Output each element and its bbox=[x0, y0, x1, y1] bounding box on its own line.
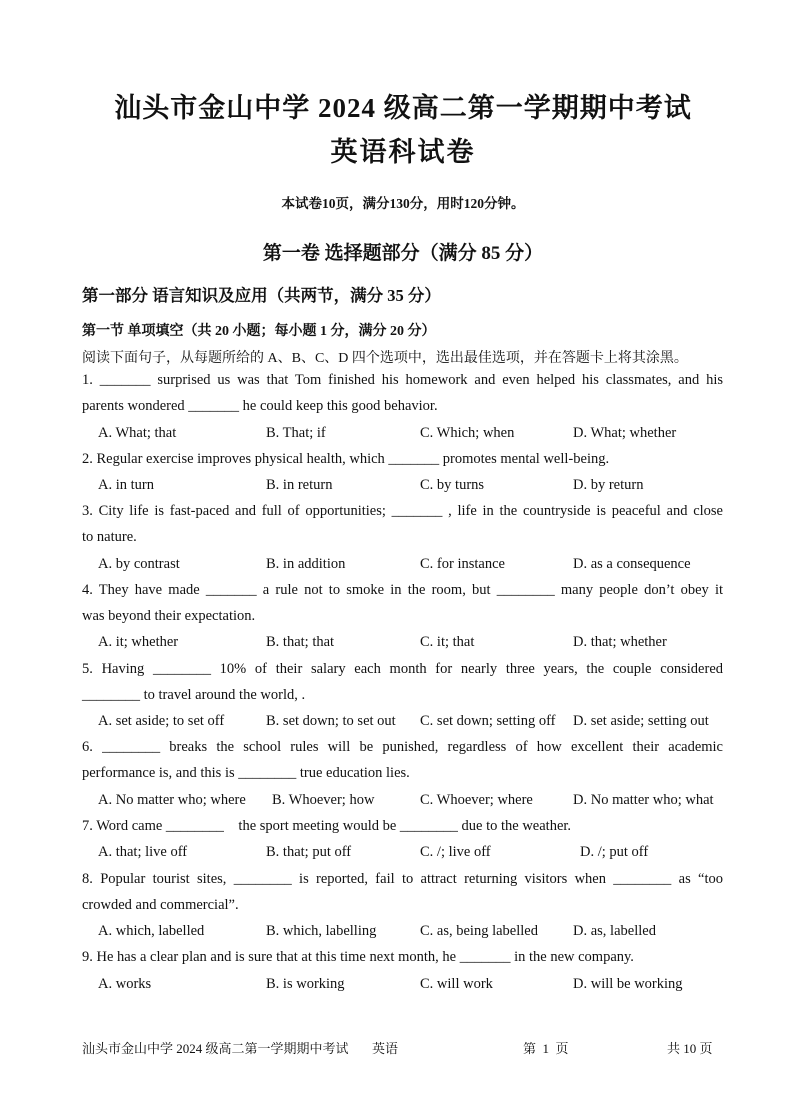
question-8-line-1: 8. Popular tourist sites, ________ is reported, fail to attract returning visitors when ________ as “too bbox=[82, 871, 723, 887]
question-3-option-d: D. as a consequence bbox=[573, 556, 691, 572]
question-5-option-c: C. set down; setting off bbox=[420, 713, 556, 729]
question-5-line-1: 5. Having ________ 10% of their salary each month for nearly three years, the couple considered bbox=[82, 661, 723, 677]
exam-subtitle: 英语科试卷 bbox=[330, 137, 476, 167]
question-3-option-c: C. for instance bbox=[420, 556, 505, 572]
question-2-option-a: A. in turn bbox=[98, 477, 154, 493]
question-5-option-a: A. set aside; to set off bbox=[98, 713, 225, 729]
question-7-option-b: B. that; put off bbox=[266, 844, 352, 860]
question-1-line-2: parents wondered _______ he could keep this good behavior. bbox=[82, 398, 438, 414]
question-4-option-c: C. it; that bbox=[420, 634, 475, 650]
question-4-option-b: B. that; that bbox=[266, 634, 335, 650]
instruction-text: 阅读下面句子，从每题所给的 A、B、C、D 四个选项中，选出最佳选项，并在答题卡上将其涂黑。 bbox=[82, 351, 688, 366]
question-6-option-b: B. Whoever; how bbox=[272, 792, 375, 808]
question-7-line-1: 7. Word came ________ the sport meeting would be ________ due to the weather. bbox=[82, 818, 572, 834]
exam-title: 汕头市金山中学 2024 级高二第一学期期中考试 bbox=[114, 93, 692, 123]
question-8-option-c: C. as, being labelled bbox=[420, 923, 538, 939]
footer-total-pages: 共 10 页 bbox=[667, 1041, 713, 1056]
exam-note: 本试卷10页，满分130分，用时120分钟。 bbox=[281, 196, 525, 211]
question-3-option-b: B. in addition bbox=[266, 556, 346, 572]
question-6-option-c: C. Whoever; where bbox=[420, 792, 533, 808]
question-6-line-2: performance is, and this is ________ true education lies. bbox=[82, 765, 410, 781]
question-3-option-a: A. by contrast bbox=[98, 556, 180, 572]
footer-school: 汕头市金山中学 2024 级高二第一学期期中考试 bbox=[82, 1041, 349, 1056]
question-9-option-a: A. works bbox=[98, 976, 152, 992]
question-8-option-a: A. which, labelled bbox=[98, 923, 205, 939]
question-7-option-d: D. /; put off bbox=[580, 844, 649, 860]
question-1-option-a: A. What; that bbox=[98, 425, 177, 441]
question-9-line-1: 9. He has a clear plan and is sure that at this time next month, he _______ in the new company. bbox=[82, 949, 634, 965]
question-5-option-b: B. set down; to set out bbox=[266, 713, 396, 729]
question-5-option-d: D. set aside; setting out bbox=[573, 713, 709, 729]
question-5-line-2: ________ to travel around the world, . bbox=[82, 687, 306, 703]
footer-subject: 英语 bbox=[372, 1041, 399, 1056]
question-4-option-d: D. that; whether bbox=[573, 634, 667, 650]
question-2-option-c: C. by turns bbox=[420, 477, 485, 493]
question-1-option-d: D. What; whether bbox=[573, 425, 677, 441]
question-9-option-b: B. is working bbox=[266, 976, 345, 992]
part-heading: 第一部分 语言知识及应用（共两节，满分 35 分） bbox=[82, 286, 441, 305]
question-9-option-c: C. will work bbox=[420, 976, 493, 992]
question-4-option-a: A. it; whether bbox=[98, 634, 179, 650]
question-7-option-a: A. that; live off bbox=[98, 844, 188, 860]
question-6-option-a: A. No matter who; where bbox=[98, 792, 246, 808]
question-8-option-d: D. as, labelled bbox=[573, 923, 656, 939]
question-2-option-b: B. in return bbox=[266, 477, 333, 493]
question-4-line-2: was beyond their expectation. bbox=[82, 608, 256, 624]
question-4-line-1: 4. They have made _______ a rule not to smoke in the room, but ________ many people don’t obey it bbox=[82, 582, 723, 598]
section-heading: 第一节 单项填空（共 20 小题；每小题 1 分，满分 20 分） bbox=[82, 324, 436, 339]
question-2-line-1: 2. Regular exercise improves physical health, which _______ promotes mental well-being. bbox=[82, 451, 610, 467]
question-6-line-1: 6. ________ breaks the school rules will be punished, regardless of how excellent their academic bbox=[82, 739, 723, 755]
question-3-line-1: 3. City life is fast-paced and full of opportunities; _______ , life in the countryside is peaceful and close bbox=[82, 503, 723, 519]
question-3-line-2: to nature. bbox=[82, 529, 137, 545]
question-7-option-c: C. /; live off bbox=[420, 844, 491, 860]
question-2-option-d: D. by return bbox=[573, 477, 644, 493]
question-6-option-d: D. No matter who; what bbox=[573, 792, 714, 808]
question-1-option-b: B. That; if bbox=[266, 425, 326, 441]
question-1-option-c: C. Which; when bbox=[420, 425, 515, 441]
question-9-option-d: D. will be working bbox=[573, 976, 683, 992]
question-8-option-b: B. which, labelling bbox=[266, 923, 377, 939]
question-8-line-2: crowded and commercial”. bbox=[82, 897, 239, 913]
volume-heading: 第一卷 选择题部分（满分 85 分） bbox=[262, 243, 544, 264]
footer-page-number: 第 1 页 bbox=[523, 1041, 569, 1056]
question-1-line-1: 1. _______ surprised us was that Tom finished his homework and even helped his classmates, and his bbox=[82, 372, 723, 388]
